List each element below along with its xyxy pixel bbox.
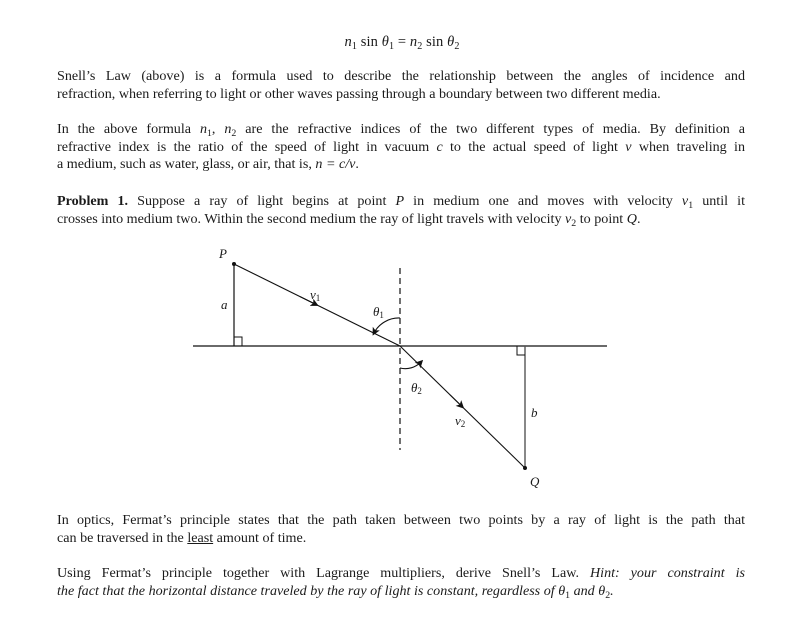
label-P: P [219,246,227,261]
eq-sin1: sin [360,34,378,50]
label-a: a [221,297,228,312]
text: can be traversed in the [57,529,188,546]
text: when traveling in [631,138,745,155]
theta2-symbol: θ [411,380,418,395]
var-P: P [395,193,405,209]
var-theta2: θ [598,582,606,599]
p4-line-2 [57,530,745,548]
v1-sub: 1 [315,293,321,303]
hint-text: and [570,582,599,599]
text: Using Fermat’s principle together with Lagrange multipliers, derive Snell’s Law. [57,565,590,581]
velocity-v2-arrow [450,395,462,407]
fermats-principle-description [57,512,745,547]
p4-line-1: In optics, Fermat’s principle states that the path taken between two points by a ray of light is the path that [57,512,745,528]
text: . [355,156,359,172]
formula-n-equals-c-over-v: n = c/v [315,156,356,172]
var-n2: n [224,121,232,137]
label-theta2 [411,380,422,396]
text: crosses into medium two. Within the second medium the ray of light travels with velocity [57,210,566,227]
sub: 1 [206,128,212,139]
sub: 1 [688,200,694,211]
text: . [636,210,641,227]
theta1-sub: 1 [379,310,384,320]
text: a medium, such as water, glass, or air, that is, [57,156,316,172]
v2-sub: 2 [460,419,466,429]
v2-symbol: v [455,413,461,428]
theta1-angle-arc [374,318,400,333]
p1-line: refraction, when referring to light or other waves passing through a boundary between two different media. [57,85,661,102]
eq-theta1: θ [381,34,389,50]
point-Q-dot [523,466,527,470]
sub: 1 [565,589,571,601]
text: are the refractive indices of the two different types of media. By definition a [236,121,745,137]
text: , [211,121,225,137]
p5-line-1 [57,565,745,583]
label-Q: Q [530,474,540,489]
text: Suppose a ray of light begins at point [128,193,396,209]
var-c: c [436,138,443,155]
text: amount of time. [213,529,307,546]
text: until it [693,193,745,209]
label-v1 [310,287,320,303]
v1-symbol: v [310,287,316,302]
eq-theta2-sub: 2 [454,41,460,52]
text: to the actual speed of light [442,138,626,155]
label-v2 [455,413,465,429]
text: to point [576,210,627,227]
problem-heading: Problem 1. [57,193,129,209]
right-angle-marker-a [234,337,242,346]
theta1-symbol: θ [373,304,380,319]
hint-text: the fact that the horizontal distance traveled by the ray of light is constant, regardless of [57,582,559,599]
text: refractive index is the ratio of the speed of light in vacuum [57,138,437,155]
right-angle-marker-b [517,346,525,355]
p5-line-2 [57,583,745,601]
eq-theta1-sub: 1 [388,41,395,52]
eq-sin2: sin [426,34,444,50]
hint-text: Hint: your constraint is [589,565,745,581]
underlined-least: least [187,529,214,546]
var-v2: v [565,210,572,227]
var-n1: n [199,121,207,137]
label-b: b [531,405,538,420]
var-Q: Q [626,210,637,227]
eq-equals: = [397,34,407,50]
hint-text: . [610,582,614,599]
sub: 2 [571,217,577,229]
sub: 2 [605,589,611,601]
derivation-task [57,565,745,600]
text: in medium one and moves with velocity [404,193,682,209]
text: In the above formula [57,121,200,137]
var-v: v [625,138,632,155]
eq-n2: n [409,34,418,50]
eq-theta2: θ [447,34,455,50]
eq-n1: n [344,34,352,50]
p1-line: Snell’s Law (above) is a formula used to describe the relationship between the angles of incidence and [57,68,745,84]
var-v1: v [681,193,689,209]
point-P-dot [232,262,236,266]
eq-n1-sub: 1 [351,41,358,52]
eq-n2-sub: 2 [417,41,423,52]
var-theta1: θ [558,582,566,599]
label-theta1 [373,304,384,320]
theta2-sub: 2 [417,386,422,396]
sub: 2 [231,128,237,139]
